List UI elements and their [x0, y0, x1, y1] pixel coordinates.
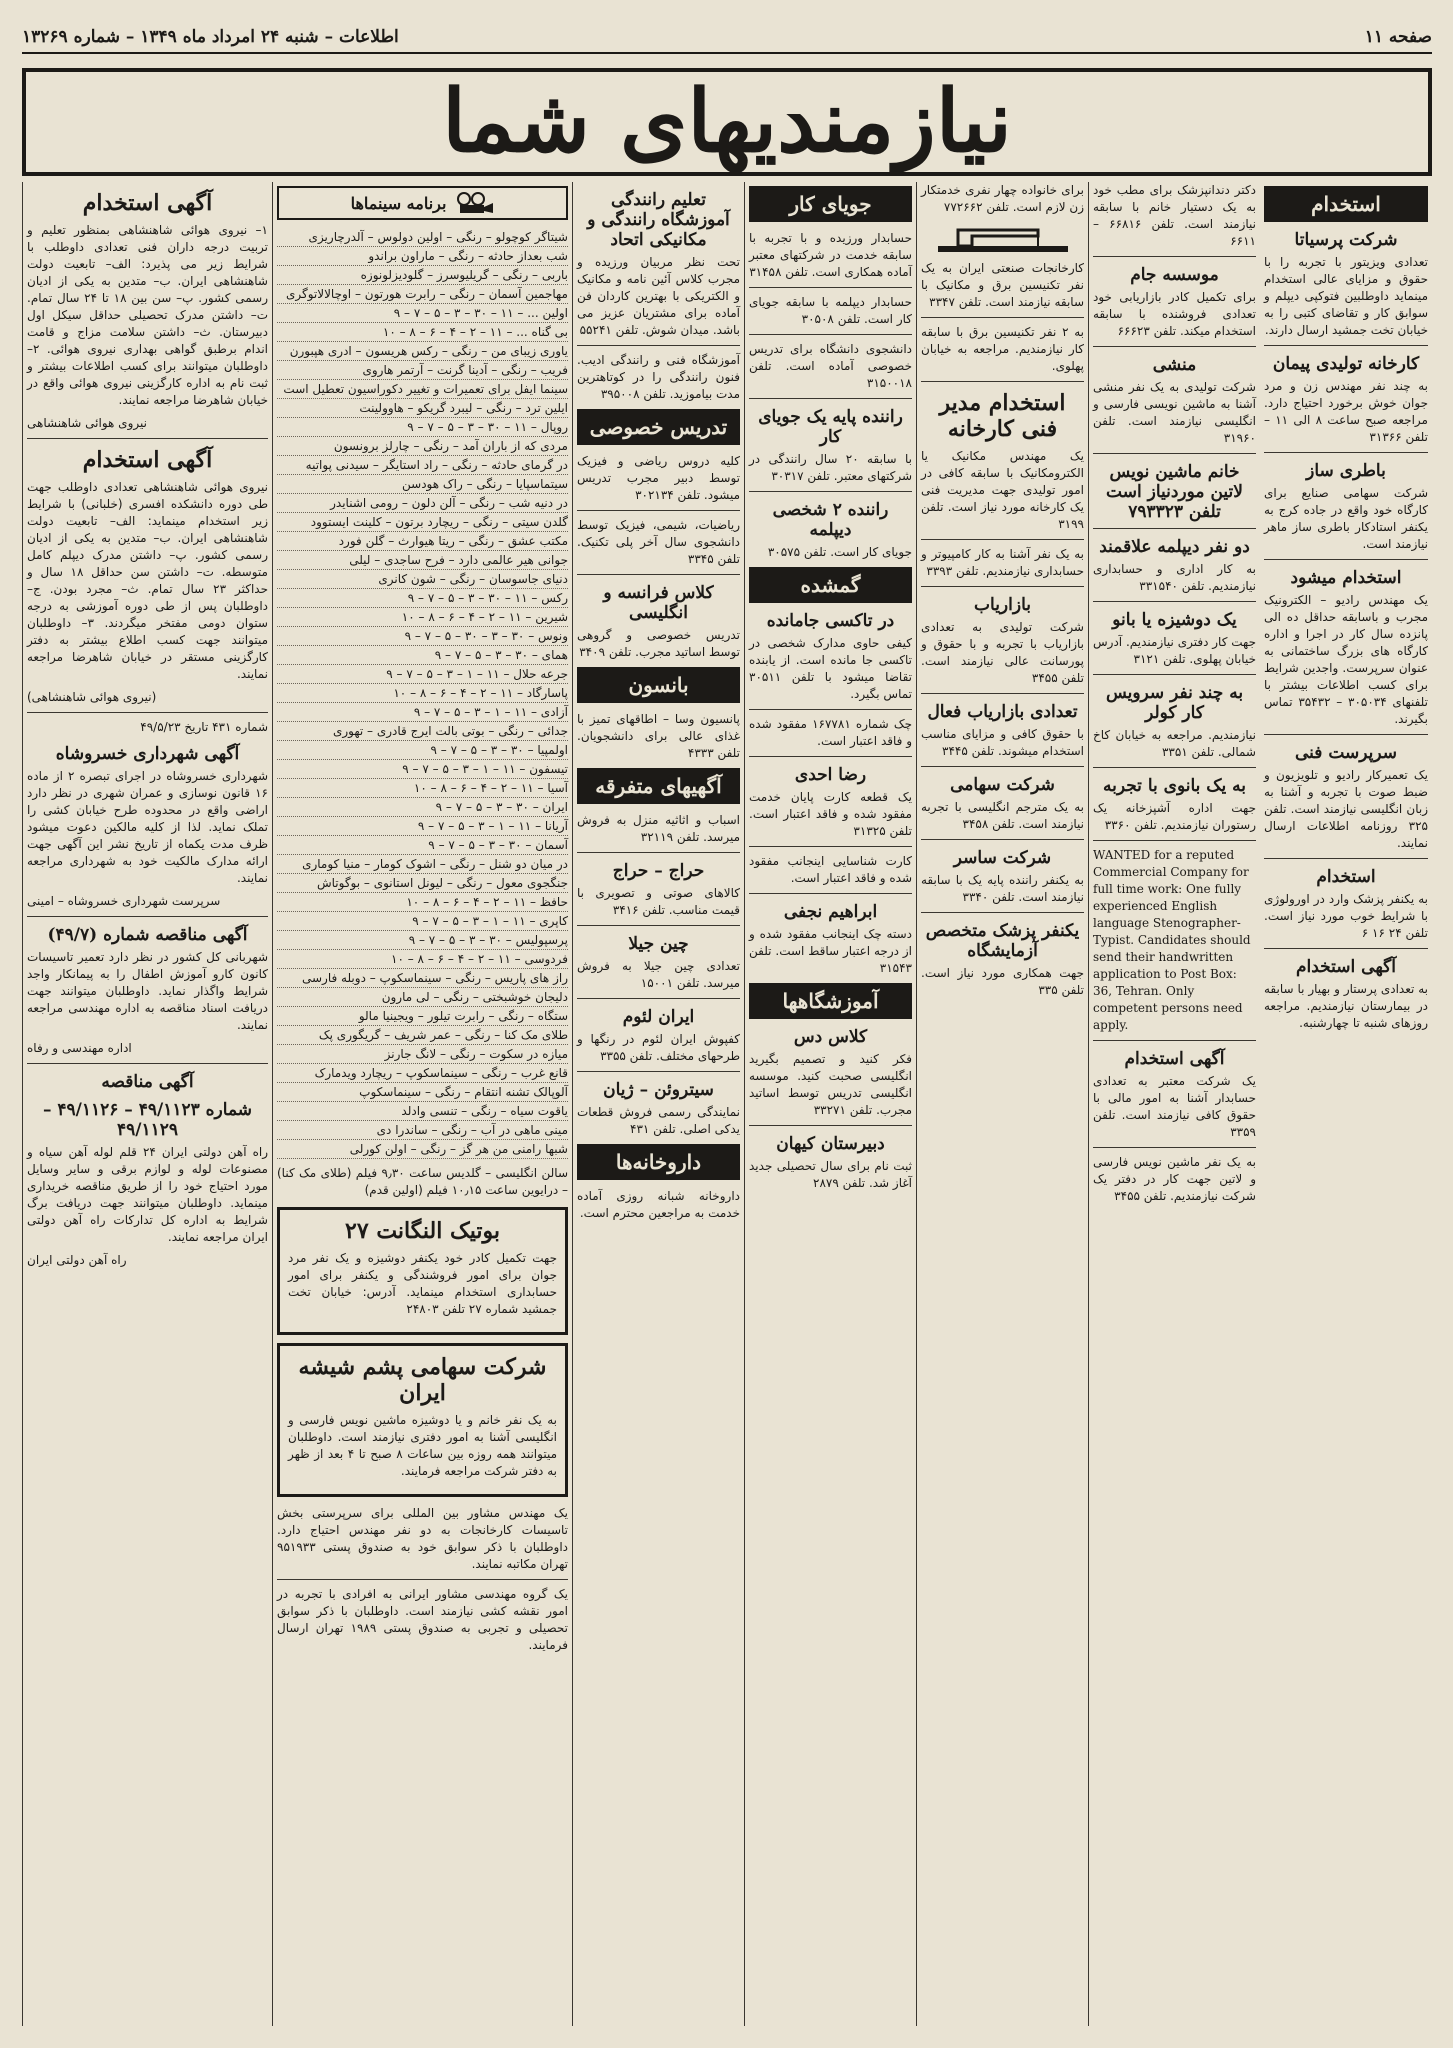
ad-text: کفپوش ایران لئوم در رنگها و طرحهای مختلف. تلفن ۳۳۵۵ [577, 1032, 740, 1063]
ad-text: با سابقه ۲۰ سال رانندگی در شرکتهای معتبر. تلفن ۳۰۳۱۷ [749, 452, 912, 483]
cinema-row: دنیای جاسوسان – رنگی – شون کانری [277, 570, 568, 589]
cinema-row: قانع غرب – رنگی – سینماسکوپ – ریچارد ویدمارک [277, 1064, 568, 1083]
ad-text: تعدادی چین جیلا به فروش میرسد. تلفن ۱۵۰۰۱ [577, 959, 740, 990]
column-2 [1088, 182, 1260, 2026]
cinema-row: ستگاه – رنگی – رابرت تیلور – ویجینیا مالو [277, 1007, 568, 1026]
cinema-row: اولمپیا – ۳۰ – ۳ – ۵ – ۷ – ۹ [277, 741, 568, 760]
divider [1264, 858, 1428, 859]
cinema-row: آسیا – ۱۱ – ۲ – ۴ – ۶ – ۸ – ۱۰ [277, 779, 568, 798]
ad-text: یک شرکت معتبر به تعدادی حسابدار آشنا به امور مالی با حقوق کافی نیازمند است. تلفن ۳۳۵۹ [1093, 1074, 1256, 1139]
divider [749, 709, 912, 710]
page-number: صفحه ۱۱ [1364, 27, 1432, 47]
ad-title: آگهی شهرداری خسروشاه [55, 744, 240, 764]
divider [921, 586, 1084, 587]
ad-text: به چند نفر مهندس زن و مرد جوان خوش برخورد احتیاج دارد. مراجعه صبح ساعت ۸ الی ۱۱ – تلفن ۳۱۳۶۶ [1264, 379, 1428, 444]
ad-text: کارت شناسایی اینجانب مفقود شده و فاقد اعتبار است. [749, 854, 912, 885]
section-job-seekers: جویای کار [749, 186, 912, 222]
cinema-row: جدائی – رنگی – بوتی بالت ایرج قادری – تهوری [277, 722, 568, 741]
ad-title: چین جیلا [628, 934, 689, 954]
ad-text: برای تکمیل کادر بازاریابی خود تعدادی فروشنده با سابقه استخدام میکند. تلفن ۶۶۶۲۳ [1093, 290, 1256, 338]
divider [1093, 840, 1256, 841]
ad-text: به تعدادی پرستار و بهیار با سابقه در بیمارستان نیازمندیم. مراجعه روزهای شنبه تا چهارشنبه. [1264, 982, 1428, 1030]
divider [577, 852, 740, 853]
cinema-row: کاپری – ۱۱ – ۱ – ۳ – ۵ – ۷ – ۹ [277, 912, 568, 931]
ad-text: تدریس خصوصی و گروهی توسط اساتید مجرب. تلفن ۳۴۰۹ [577, 628, 740, 659]
cinema-row: آزادی – ۱۱ – ۱ – ۳ – ۵ – ۷ – ۹ [277, 703, 568, 722]
ad-title: رضا احدی [794, 765, 867, 785]
section-pharmacies: داروخانه‌ها [577, 1144, 740, 1180]
section-schools: آموزشگاهها [749, 983, 912, 1019]
ad-signature: اداره مهندسی و رفاه [27, 1041, 132, 1055]
ad-title: سرپرست فنی [1294, 743, 1398, 763]
ad-text: آموزشگاه فنی و رانندگی ادیب. فنون رانندگی را در کوتاهترین مدت بیاموزید. تلفن ۳۹۵۰۰۸ [577, 353, 740, 401]
ad-text: به یک نفر خانم و یا دوشیزه ماشین نویس فارسی و انگلیسی آشنا به امور دفتری نیازمند است. داوطلبان میتوانند همه روزه بین ساعات ۸ صبح تا ۴ بعد از ظهر به دفتر شرکت مراجعه فرمایند. [288, 1413, 557, 1478]
ad-text: شرکت تولیدی به یک نفر منشی آشنا به ماشین نویسی فارسی و انگلیسی نیازمند است. تلفن ۳۱۹۶۰ [1093, 380, 1256, 445]
ad-text: حسابدار دیپلمه با سابقه جویای کار است. تلفن ۳۰۵۰۸ [749, 295, 912, 326]
cinema-row: شیرین – ۱۱ – ۲ – ۴ – ۶ – ۸ – ۱۰ [277, 608, 568, 627]
divider [1093, 601, 1256, 602]
cinema-list [277, 228, 568, 1159]
ad-headline: آگهی استخدام [82, 447, 213, 473]
ad-text: ریاضیات، شیمی، فیزیک توسط دانشجوی سال آخر پلی تکنیک. تلفن ۳۳۴۵ [577, 518, 740, 566]
divider [921, 317, 1084, 318]
ad-title: آگهی مناقصه شماره (۴۹/۷) [47, 925, 248, 945]
ad-title: کلاس فرانسه و انگلیسی [603, 583, 714, 623]
ad-text: کارخانجات صنعتی ایران به یک نفر تکنیسین برق و مکانیک با سابقه نیازمند است. تلفن ۳۳۴۷ [921, 261, 1084, 309]
cinema-row: در میان دو شنل – رنگی – اشوک کومار – منیا کوماری [277, 855, 568, 874]
divider [749, 846, 912, 847]
ad-text: کالاهای صوتی و تصویری با قیمت مناسب. تلفن ۳۴۱۶ [577, 886, 740, 917]
ad-text: جهت اداره آشپزخانه یک رستوران نیازمندیم. تلفن ۳۳۶۰ [1093, 801, 1256, 832]
columns [22, 182, 1432, 2026]
divider [1264, 734, 1428, 735]
divider [27, 438, 268, 439]
divider [749, 491, 912, 492]
ad-text: جویای کار است. تلفن ۳۰۵۷۵ [767, 545, 912, 559]
divider [577, 1071, 740, 1072]
ad-text: کلیه دروس ریاضی و فیزیک توسط دبیر مجرب تدریس میشود. تلفن ۳۰۲۱۳۴ [577, 454, 740, 502]
cinema-row: طلای مک کنا – رنگی – عمر شریف – گریگوری پک [277, 1026, 568, 1045]
cinema-row: فردوسی – ۱۱ – ۲ – ۴ – ۶ – ۸ – ۱۰ [277, 950, 568, 969]
ad-text: جهت تکمیل کادر خود یکنفر دوشیزه و یک نفر مرد جوان برای امور فروشندگی و یکنفر برای امور حسابداری استخدام مینماید. آدرس: خیابان تخت جمشید شماره ۲۷ تلفن ۲۴۸۰۳ [288, 1251, 557, 1316]
divider [1093, 346, 1256, 347]
cinema-row: میازه در سکوت – رنگی – لانگ جارنز [277, 1045, 568, 1064]
divider [921, 381, 1084, 382]
ad-title: یک دوشیزه یا بانو [1112, 610, 1237, 630]
divider [749, 1125, 912, 1126]
ad-text: یک قطعه کارت پایان خدمت مفقود شده و فاقد اعتبار است. تلفن ۳۱۳۲۵ [749, 790, 912, 838]
column-4 [744, 182, 916, 2026]
cinema-row: آسمان – ۳۰ – ۳ – ۵ – ۷ – ۹ [277, 836, 568, 855]
ad-text: ۱– نیروی هوائی شاهنشاهی بمنظور تعلیم و تربیت درجه داران فنی تعدادی داوطلب با شرایط زیر می پذیرد: الف– تابعیت دولت شاهنشاهی ایران. ب– متدین به یکی از ادیان رسمی کشور. پ– سن بین ۱۸ تا ۲۴ سال تمام. ت– داشتن مدرک تحصیلی حداقل سیکل اول دبیرستان. ث– داشتن سلامت مزاج و قامت اندام برطبق گواهی بهداری نیروی هوائی. ۲– داوطلبان میتوانند برای کسب اطلاعات بیشتر و ثبت نام به اداره کارگزینی نیروی هوائی واقع در خیابان شاهرضا مراجعه نمایند. [27, 223, 269, 407]
cinema-row: در دنیه شب – رنگی – آلن دلون – رومی اشنایدر [277, 494, 568, 513]
ad-title: استخدام میشود [1290, 568, 1402, 588]
english-ad-text: WANTED for a reputed Commercial Company for full time work: One fully experienced English language Stenographer-Typist. Candidates should send their handwritten application to Post Box: 36, Tehran. Only competent persons need apply. [1093, 848, 1251, 1032]
ad-signature: نیروی هوائی شاهنشاهی [27, 416, 147, 430]
divider [27, 916, 268, 917]
cinema-row: ونوس – ۳۰ – ۳ – ۳۰ – ۵ – ۷ – ۹ [277, 627, 568, 646]
ad-headline: تعلیم رانندگی آموزشگاه رانندگی و مکانیکی اتحاد [587, 190, 730, 250]
cinema-row: مینی ماهی در آب – رنگی – ساندرا دی [277, 1121, 568, 1140]
ad-text: شرکت سهامی صنایع برای کارگاه خود واقع در جاده کرج به یکنفر استادکار باطری ساز ماهر نیازمند است. [1264, 486, 1428, 551]
cinema-row: آریانا – ۱۱ – ۱ – ۳ – ۵ – ۷ – ۹ [277, 817, 568, 836]
divider [749, 334, 912, 335]
banner-title: نیازمندیهای شما [442, 71, 1012, 172]
cinema-row: شبها رامنی من هر گز – رنگی – اولن کورلی [277, 1140, 568, 1159]
ad-text: به ۲ نفر تکنیسین برق با سابقه کار نیازمندیم. مراجعه به خیابان پهلوی. [921, 325, 1084, 373]
cinema-row: سینما ایفل برای تعمیرات و تغییر دکوراسیون تعطیل است [277, 380, 568, 399]
divider [1093, 1147, 1256, 1148]
ad-title: کارخانه تولیدی پیمان [1272, 354, 1420, 374]
divider [749, 893, 912, 894]
ad-title: سیتروئن – ژیان [603, 1080, 714, 1100]
boxed-ad-glasswool [277, 1343, 568, 1497]
ad-title: ایران لئوم [622, 1007, 695, 1027]
ad-headline: آگهی استخدام [82, 190, 213, 216]
ad-text: فکر کنید و تصمیم بگیرید انگلیسی صحبت کنید. موسسه انگلیسی تدریس توسط اساتید مجرب. تلفن ۳۳۲۷۱ [749, 1052, 912, 1117]
ad-text: دکتر دندانپزشک برای مطب خود به یک دستیار خانم با سابقه نیازمند است. تلفن ۶۶۸۱۶ – ۶۶۱۱ [1093, 183, 1256, 248]
divider [921, 539, 1084, 540]
ad-text: یک مهندس رادیو – الکترونیک مجرب و باسابقه حداقل ده الی پانزده سال کار در اجرا و اداره کارگاه های بزرگ ساختمانی به عنوان سرپرست. واجدین شرایط برای کسب اطلاعات بیشتر با تلفنهای ۳۰۵۰۳۴ – ۳۵۴۳۲ تماس بگیرند. [1264, 593, 1428, 726]
ad-text: به یک نفر ماشین نویس فارسی و لاتین جهت کار در دفتر یک شرکت نیازمندیم. تلفن ۳۴۵۵ [1093, 1155, 1256, 1203]
ad-title: باطری ساز [1306, 461, 1386, 481]
cinema-row: ایلین ترد – رنگی – لیبرد گریکو – هاوولینت [277, 399, 568, 418]
ad-title: دبیرستان کیهان [776, 1134, 885, 1154]
ad-text: نمایندگی رسمی فروش قطعات یدکی اصلی. تلفن ۴۳۱ [577, 1105, 740, 1136]
divider [749, 756, 912, 757]
cinema-row: در گرمای حادثه – رنگی – راد استایگر – سیدنی پواتیه [277, 456, 568, 475]
cinema-row: مردی که از باران آمد – رنگی – چارلز برونسون [277, 437, 568, 456]
divider [921, 766, 1084, 767]
cinema-row: پرسپولیس – ۳۰ – ۳ – ۵ – ۷ – ۹ [277, 931, 568, 950]
cinema-row: گلدن سیتی – رنگی – ریچارد برتون – کلینت ایستوود [277, 513, 568, 532]
ad-text: جهت کار دفتری نیازمندیم. آدرس خیابان پهلوی. تلفن ۳۱۲۱ [1093, 635, 1256, 666]
section-lost: گمشده [749, 567, 912, 603]
ad-title: خانم ماشین نویس لاتین موردنیاز است تلفن ۷۹۳۳۲۳ [1106, 462, 1243, 522]
column-6 [272, 182, 572, 2026]
ad-reference: شماره ۴۳۱ تاریخ ۴۹/۵/۲۳ [140, 720, 268, 734]
ad-text: نیروی هوائی شاهنشاهی تعدادی داوطلب جهت طی دوره دانشکده افسری (خلبانی) با شرایط زیر استخدام مینماید: الف– تابعیت دولت شاهنشاهی ایران. ب– متدین به یکی از ادیان رسمی کشور. پ– داشتن مدرک دیپلم کامل متوسطه. ت– داشتن سن حداقل ۱۸ سال و حداکثر ۲۳ سال تمام. ث– مجرد بودن. ج– داوطلبان پس از طی دوره آموزشی به درجه ستوان دومی مفتخر میگردند. ۳– داوطلبان میتوانند جهت کسب اطلاع بیشتر به دفتر کارگزینی مستقر در خیابان شاهرضا مراجعه نمایند. [27, 480, 268, 681]
ad-text: ثبت نام برای سال تحصیلی جدید آغاز شد. تلفن ۲۸۷۹ [749, 1159, 912, 1190]
ad-title: تعدادی بازاریاب فعال [927, 702, 1078, 722]
divider [1264, 948, 1428, 949]
column-7 [22, 182, 272, 2026]
column-5 [572, 182, 744, 2026]
newspaper-page [22, 22, 1432, 2026]
ad-text: حسابدار ورزیده و با تجربه با سابقه خدمت در شرکتهای معتبر آماده همکاری است. تلفن ۳۱۴۵۸ [749, 231, 912, 279]
cinema-row: جرعه حلال – ۱۱ – ۱ – ۳ – ۵ – ۷ – ۹ [277, 665, 568, 684]
column-1 [1260, 182, 1432, 2026]
ad-text: شرکت تولیدی به تعدادی بازاریاب با تجربه و با حقوق و پورسانت عالی نیازمند است. تلفن ۳۴۵۵ [921, 620, 1084, 685]
cinema-row: باربی – رنگی – گریلیوسرز – گلودیزلونوزه [277, 266, 568, 285]
ad-text: پانسیون وسا – اطاقهای تمیز با غذای عالی برای دانشجویان. تلفن ۴۳۳۳ [577, 712, 740, 760]
ad-text: به یک نفر آشنا به کار کامپیوتر و حسابداری نیازمندیم. تلفن ۳۳۹۳ [921, 547, 1084, 578]
ad-text: شهربانی کل کشور در نظر دارد تعمیر تاسیسات کانون کارو آموزش اطفال را به پیمانکار واجد شرایط واگذار نماید. داوطلبان میتوانند جهت دریافت اسناد مناقصه به اداره مهندسی مراجعه نمایند. [27, 950, 268, 1032]
ad-title: در تاکسی جامانده [766, 611, 895, 631]
ad-title: دو نفر دیپلمه علاقمند [1099, 537, 1250, 557]
ad-text: شهرداری خسروشاه در اجرای تبصره ۲ از ماده ۱۶ قانون نوسازی و عمران شهری در نظر دارد اراضی واقع در محدوده طرح خیابان کشی را تملک نماید. لذا از کلیه مالکین دعوت میشود ظرف مدت یکماه از تاریخ نشر این آگهی جهت ارائه مدارک مالکیت خود به شهرداری مراجعه نمایند. [27, 769, 268, 885]
ad-text: کیفی حاوی مدارک شخصی در تاکسی جا مانده است. از یابنده تقاضا میشود با تلفن ۳۰۵۱۱ تماس بگیرد. [749, 636, 912, 701]
cinema-row: روپال – ۱۱ – ۳۰ – ۳ – ۵ – ۷ – ۹ [277, 418, 568, 437]
ad-title: استخدام [1316, 867, 1376, 887]
ad-title: حراج – حراج [612, 861, 705, 881]
divider [277, 1579, 568, 1580]
ad-text: یک تعمیرکار رادیو و تلویزیون و ضبط صوت با تجربه و آشنا به زبان انگلیسی نیازمند است. تلفن ۳۲۵ روزنامه اطلاعات ارسال نمایند. [1264, 768, 1428, 850]
ad-subtitle: شماره ۴۹/۱۱۲۳ – ۴۹/۱۱۲۶ – ۴۹/۱۱۲۹ [42, 1100, 253, 1140]
cinema-row: تیسفون – ۱۱ – ۱ – ۳ – ۵ – ۷ – ۹ [277, 760, 568, 779]
ad-text: اسباب و اثاثیه منزل به فروش میرسد. تلفن ۳۲۱۱۹ [577, 813, 740, 844]
cinema-row: پاسارگاد – ۱۱ – ۲ – ۴ – ۶ – ۸ – ۱۰ [277, 684, 568, 703]
ad-title: کلاس دس [793, 1027, 868, 1047]
cinema-row: فریب – رنگی – آدینا گرنت – آرتمر هاروی [277, 361, 568, 380]
cinema-program-header [277, 186, 568, 220]
boxed-ad-boutique [277, 1207, 568, 1335]
ad-text: یک مهندس مشاور بین المللی برای سرپرستی بخش تاسیسات کارخانجات به دو نفر مهندس احتیاج دارد. داوطلبان با ذکر سوابق خود به صندوق پستی ۹۵۱۹۳۳ تهران مکاتبه نمایند. [277, 1506, 568, 1571]
column-3 [916, 182, 1088, 2026]
ad-text: یک گروه مهندسی مشاور ایرانی به افرادی با تجربه در امور نقشه کشی نیازمند است. داوطلبان با ذکر سوابق تحصیلی و تجربی به صندوق پستی ۱۹۸۹ تهران ارسال فرمایند. [277, 1587, 568, 1652]
ad-title: یکنفر پزشک متخصص آزمایشگاه [925, 921, 1080, 961]
cinema-row: یاقوت سیاه – رنگی – تنسی وادلد [277, 1102, 568, 1121]
ad-text: یک مهندس مکانیک یا الکترومکانیک با سابقه کافی در امور تولیدی جهت مدیریت فنی یک کارخانه مورد نیاز است. تلفن ۳۱۹۹ [921, 449, 1084, 531]
ad-text: جهت همکاری مورد نیاز است. تلفن ۳۳۵ [921, 966, 1084, 997]
divider [921, 693, 1084, 694]
ad-text: به یک مترجم انگلیسی با تجربه نیازمند است. تلفن ۳۴۵۸ [921, 800, 1084, 831]
cinema-row: جنگجوی معول – رنگی – لیونل استانوی – بوگوتاش [277, 874, 568, 893]
ad-signature: سرپرست شهرداری خسروشاه – امینی [27, 894, 221, 908]
divider [577, 574, 740, 575]
ad-title: شرکت سهامی [950, 775, 1055, 795]
ad-title: راننده ۲ شخصی دیپلمه [772, 500, 889, 540]
cinema-row: شیتاگر کوچولو – رنگی – اولین دولوس – آلدرچاریزی [277, 228, 568, 247]
cinema-program-title: برنامه سینماها [350, 193, 447, 213]
ad-title: شرکت ساسر [953, 848, 1052, 868]
divider [921, 912, 1084, 913]
section-misc: آگهیهای متفرقه [577, 768, 740, 804]
cinema-row: آلوپالک تشنه انتقام – رنگی – سینماسکوپ [277, 1083, 568, 1102]
page-header [22, 22, 1432, 54]
ad-text: چک شماره ۱۶۷۷۸۱ مفقود شده و فاقد اعتبار است. [749, 717, 912, 748]
divider [921, 839, 1084, 840]
classifieds-banner [22, 68, 1432, 176]
section-employment: استخدام [1264, 186, 1428, 222]
cinema-row: سیتماسپایا – رنگی – راک هودسن [277, 475, 568, 494]
ad-title: آگهی مناقصه [101, 1072, 194, 1092]
ad-title: آگهی استخدام [1296, 957, 1396, 977]
ad-title: به یک بانوی با تجربه [1102, 776, 1247, 796]
divider [577, 510, 740, 511]
ad-title: به چند نفر سرویس کار کولر [1105, 683, 1244, 723]
ad-text: دسته چک اینجانب مفقود شده و از درجه اعتبار ساقط است. تلفن ۳۱۵۴۳ [749, 927, 912, 975]
cinema-row: یاوری زیبای من – رنگی – رکس هریسون – ادری هپبورن [277, 342, 568, 361]
cinema-row: جوانی هیر عالمی دارد – فرح ساجدی – لیلی [277, 551, 568, 570]
ad-title: منشی [1152, 355, 1197, 375]
divider [1093, 674, 1256, 675]
issue-line: اطلاعات – شنبه ۲۴ امرداد ماه ۱۳۴۹ – شماره ۱۳۲۶۹ [22, 27, 399, 47]
cinema-row: اولین ... – ۱۱ – ۳۰ – ۳ – ۵ – ۷ – ۹ [277, 304, 568, 323]
divider [1093, 767, 1256, 768]
divider [1093, 453, 1256, 454]
divider [577, 345, 740, 346]
divider [1093, 256, 1256, 257]
ad-text: به یکنفر راننده پایه یک با سابقه نیازمند است. تلفن ۳۳۴۰ [921, 873, 1084, 904]
ad-text: برای خانواده چهار نفری خدمتکار زن لازم است. تلفن ۷۷۲۶۶۲ [921, 183, 1084, 214]
divider [1093, 1040, 1256, 1041]
ad-title: شرکت پرسیاتا [1294, 230, 1398, 250]
ad-headline: استخدام مدیر فنی کارخانه [939, 390, 1066, 442]
divider [1264, 452, 1428, 453]
cinema-row: مکتب عشق – رنگی – ریتا هیوارث – گلن فورد [277, 532, 568, 551]
cinema-row: مهاجمین آسمان – رنگی – رابرت هورتون – اوچالالاتوگری [277, 285, 568, 304]
ad-text: دانشجوی دانشگاه برای تدریس خصوصی آماده است. تلفن ۳۱۵۰۰۱۸ [749, 342, 912, 390]
cinema-row: دلیجان خوشبختی – رنگی – لی مارون [277, 988, 568, 1007]
ad-text: راه آهن دولتی ایران ۲۴ قلم لوله آهن سیاه و مصنوعات لوله و لوازم برقی و سایر وسایل مورد احتیاج خود را از طریق مناقصه خریداری مینماید. داوطلبان میتوانند جهت دریافت برگ شرایط به اداره کل تدارکات راه آهن دولتی ایران مراجعه نمایند. [27, 1145, 268, 1244]
section-private-tutoring: تدریس خصوصی [577, 409, 740, 445]
divider [577, 925, 740, 926]
ad-text: نیازمندیم. مراجعه به خیابان کاخ شمالی. تلفن ۳۳۵۱ [1093, 728, 1256, 759]
ad-text: داروخانه شبانه روزی آماده خدمت به مراجعین محترم است. [577, 1189, 740, 1220]
cinema-row: حافظ – ۱۱ – ۲ – ۴ – ۶ – ۸ – ۱۰ [277, 893, 568, 912]
divider [27, 1063, 268, 1064]
ad-text: تعدادی ویزیتور با تجربه را با حقوق و مزایای عالی استخدام مینماید داوطلبین فتوکپی دیپلم و سوابق کار و تقاضای کتبی را به خیابان تخت جمشید ارسال دارند. [1264, 255, 1428, 337]
cinema-row: بی گناه ... – ۱۱ – ۲ – ۴ – ۶ – ۸ – ۱۰ [277, 323, 568, 342]
cinema-row: راز های پاریس – رنگی – سینماسکوپ – دوبله فارسی [277, 969, 568, 988]
divider [27, 712, 268, 713]
cinema-row: رکس – ۱۱ – ۳۰ – ۳ – ۵ – ۷ – ۹ [277, 589, 568, 608]
ad-text: به کار اداری و حسابداری نیازمندیم. تلفن ۳۳۱۵۴۰ [1093, 562, 1256, 593]
divider [1264, 345, 1428, 346]
ad-headline: بوتیک النگانت ۲۷ [345, 1218, 500, 1244]
ad-text: تحت نظر مربیان ورزیده و مجرب کلاس آئین نامه و مکانیک و الکتریکی با بهترین کاردان فن آماده برای مشتریان عزیز می باشد. میدان شوش. تلفن ۵۵۲۴۱ [577, 255, 740, 337]
ad-headline: شرکت سهامی پشم شیشه ایران [298, 1354, 547, 1406]
ad-text: با حقوق کافی و مزایای مناسب استخدام میشوند. تلفن ۳۴۴۵ [921, 727, 1084, 758]
cinema-row: همای – ۳۰ – ۳ – ۵ – ۷ – ۹ [277, 646, 568, 665]
ad-title: بازاریاب [974, 595, 1031, 615]
cinema-row: ایران – ۳۰ – ۳ – ۵ – ۷ – ۹ [277, 798, 568, 817]
divider [749, 398, 912, 399]
film-projector-icon [454, 192, 494, 214]
ad-text: به یکنفر پزشک وارد در اورولوژی با شرایط خوب مورد نیاز است. تلفن ۲۴ ۱۶ ۶ [1264, 892, 1428, 940]
cinema-footnote: سالن انگلیسی – گلدیس ساعت ۹٫۳۰ فیلم (طلای مک کنا) – درایوین ساعت ۱۰٫۱۵ فیلم (اولین قدم) [277, 1166, 569, 1197]
ad-title: راننده پایه یک جویای کار [758, 407, 903, 447]
ad-signature: راه آهن دولتی ایران [27, 1253, 127, 1267]
ad-signature: (نیروی هوائی شاهنشاهی) [27, 690, 157, 704]
divider [577, 998, 740, 999]
divider [1264, 559, 1428, 560]
ad-title: ابراهیم نجفی [783, 902, 878, 922]
divider [1093, 528, 1256, 529]
cinema-row: شب بعداز حادثه – رنگی – ماراون براندو [277, 247, 568, 266]
divider [749, 287, 912, 288]
ad-title: آگهی استخدام [1124, 1049, 1225, 1069]
section-boarding: بانسون [577, 667, 740, 703]
ad-title: موسسه جام [1130, 265, 1219, 285]
sewing-machine-icon [928, 222, 1078, 256]
